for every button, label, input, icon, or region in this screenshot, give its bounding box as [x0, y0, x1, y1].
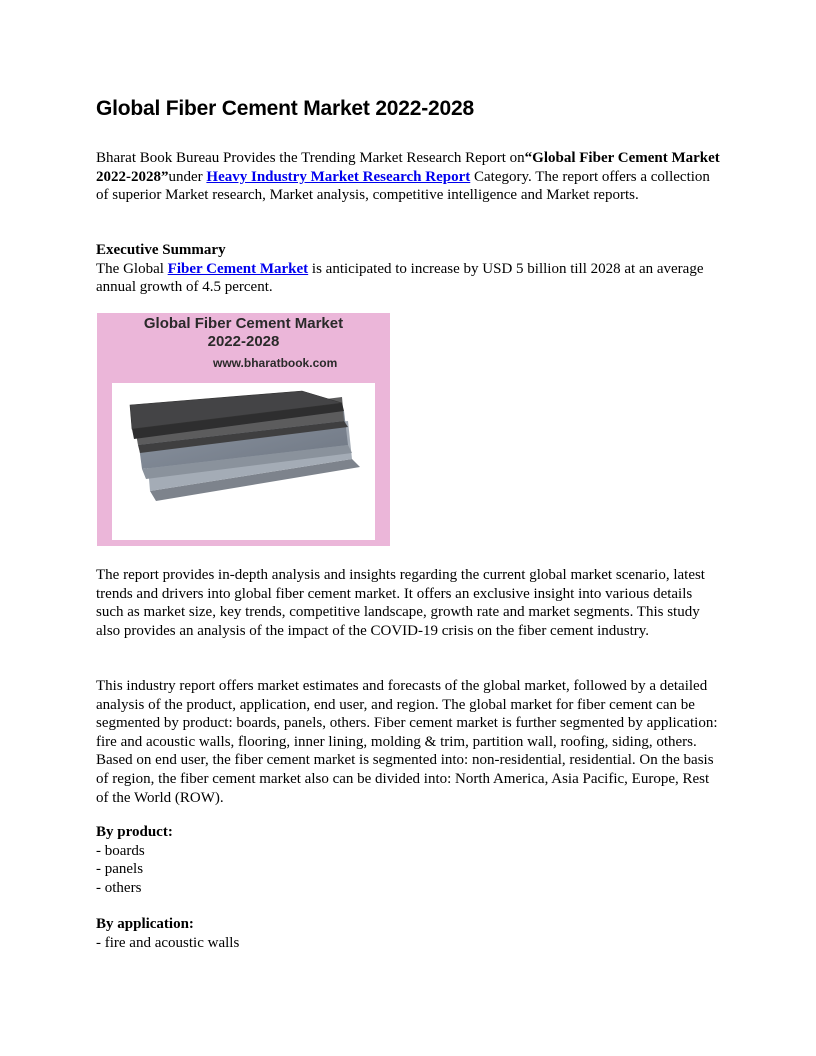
by-product-item: - boards — [96, 842, 145, 859]
executive-summary-text-before: The Global — [96, 260, 168, 277]
banner-title-line2: 2022-2028 — [207, 333, 280, 350]
banner-url: www.bharatbook.com — [213, 356, 338, 370]
report-banner-image — [97, 313, 390, 546]
page-title: Global Fiber Cement Market 2022-2028 — [96, 97, 474, 120]
fiber-cement-boards-photo — [112, 383, 375, 540]
executive-summary — [96, 241, 720, 297]
by-application-heading: By application: — [96, 916, 194, 932]
by-application-item: - fire and acoustic walls — [96, 934, 240, 951]
by-product-heading: By product: — [96, 824, 173, 840]
fiber-cement-boards-illustration — [112, 383, 375, 540]
by-product-item: - panels — [96, 861, 144, 878]
fiber-cement-market-link[interactable]: Fiber Cement Market — [167, 260, 309, 277]
intro-paragraph — [96, 149, 720, 205]
heavy-industry-report-link[interactable]: Heavy Industry Market Research Report — [206, 168, 471, 185]
intro-text-under: under — [168, 168, 207, 185]
banner-title — [97, 315, 390, 351]
intro-text-before: Bharat Book Bureau Provides the Trending Market Research Report on — [96, 150, 525, 166]
intro-bold-title: “Global Fiber Cement Market 2022-2028” — [96, 150, 720, 185]
by-product-item: - others — [96, 879, 142, 896]
by-application-section — [96, 915, 720, 952]
executive-summary-text-after: is anticipated to increase by USD 5 billion till 2028 at an average annual growth of 4.5 percent. — [96, 260, 704, 296]
banner-title-line1: Global Fiber Cement Market — [143, 315, 344, 332]
industry-report-paragraph: This industry report offers market estimates and forecasts of the global market, followed by a detailed analysis of the product, application, end user, and region. The global market for fiber cement can be segmented by product: boards, panels, others. Fiber cement market is further segmented by application: fire and acoustic walls, flooring, inner lining, molding & trim, partition wall, roofing, siding, others. Based on end user, the fiber cement market is segmented into: non-residential, residential. On the basis of region, the fiber cement market also can be divided into: North America, Asia Pacific, Europe, Rest of the World (ROW). — [96, 678, 718, 806]
executive-summary-heading: Executive Summary — [96, 242, 226, 258]
intro-text-after: Category. The report offers a collection of superior Market research, Market analysis, competitive intelligence and Market reports. — [96, 168, 710, 204]
analysis-paragraph: The report provides in-depth analysis and insights regarding the current global market scenario, latest trends and drivers into global fiber cement market. It offers an exclusive insight into various details such as market size, key trends, competitive landscape, growth rate and market segments. This study also provides an analysis of the impact of the COVID-19 crisis on the fiber cement industry. — [96, 567, 705, 639]
by-product-section — [96, 823, 720, 897]
